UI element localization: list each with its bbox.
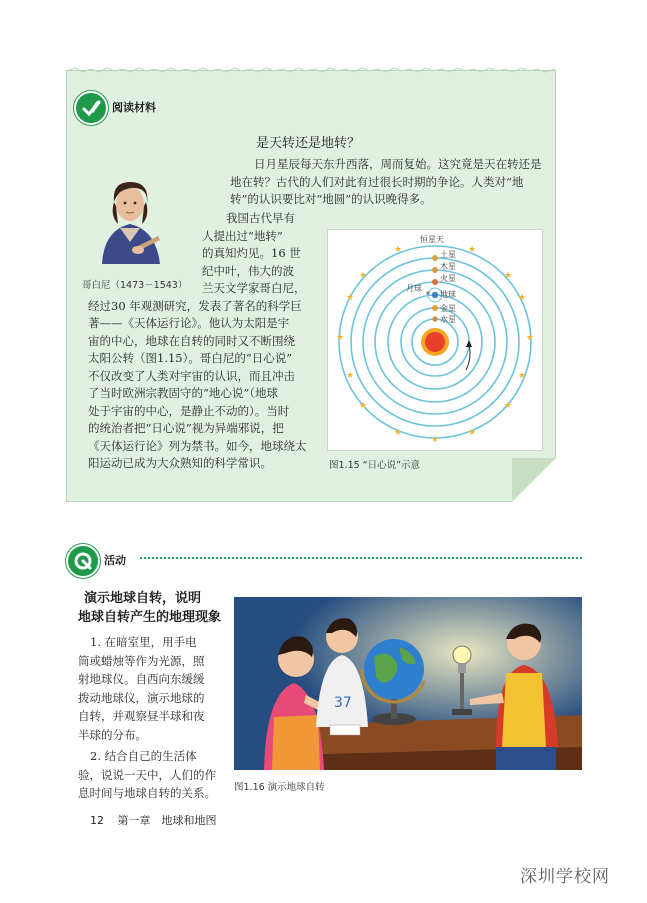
svg-text:★: ★: [504, 401, 513, 411]
figure-1-15-caption: 图1.15 “日心说”示意: [329, 460, 421, 471]
label-mars: 火星: [440, 274, 456, 283]
para2-line: 了当时欧洲宗教固守的“地心说”（地球: [88, 386, 279, 400]
moon-dot: [426, 291, 430, 295]
para2-line: 兰天文学家哥白尼，: [202, 281, 306, 295]
article-title: 是天转还是地转？: [256, 136, 361, 151]
label-venus: 金星: [440, 304, 456, 313]
para2-line: 阳运动已成为大众熟知的科学常识。: [88, 456, 272, 470]
activity-illustration: [234, 597, 582, 770]
activity-divider: [140, 557, 582, 559]
paragraph-2-wide: [88, 298, 324, 473]
paragraph-1: [230, 156, 542, 209]
mercury-dot: [432, 316, 437, 321]
svg-text:★: ★: [518, 371, 527, 381]
activity-title-line: 地球自转产生的地理现象: [78, 610, 222, 625]
activity-title: [78, 589, 234, 627]
earth-dot: [432, 292, 438, 298]
svg-text:★: ★: [431, 435, 440, 445]
jupiter-dot: [432, 267, 438, 273]
paragraph-2-narrow: [202, 210, 324, 298]
svg-text:★: ★: [346, 293, 355, 303]
watermark: 深圳学校网: [520, 867, 610, 887]
para2-line: 宙的中心，地球在自转的同时又不断围绕: [88, 333, 295, 348]
step2-line: 验，说说一天中，人们的作: [78, 767, 216, 782]
saturn-dot: [432, 255, 438, 261]
para2-line: 我国古代早有: [226, 211, 295, 225]
para2-line: 《天体运行论》列为禁书。如今，地球绕太: [88, 438, 307, 453]
torn-edge: [67, 65, 555, 75]
sun-icon: [421, 328, 449, 356]
para2-line: 著——《天体运行论》。他认为太阳是宇: [88, 316, 290, 330]
svg-text:★: ★: [394, 245, 403, 255]
figure-1-16-caption: 图1.16 演示地球自转: [234, 782, 325, 793]
reading-label: 阅读材料: [112, 101, 156, 114]
para2-line: 处于宇宙的中心，是静止不动的）。当时: [88, 403, 290, 418]
activity-badge-icon: [66, 544, 100, 578]
orbit-drawing: [328, 230, 542, 450]
step1-line: 自转，并观察昼半球和夜: [78, 709, 205, 723]
step2-line: 息时间与地球自转的关系。: [78, 786, 216, 800]
para2-line: 的统治者把“日心说”视为异端邪说，把: [88, 421, 284, 435]
svg-text:★: ★: [526, 333, 535, 343]
reading-badge-icon: [74, 91, 108, 125]
svg-text:★: ★: [518, 293, 527, 303]
page-curl: [512, 458, 556, 502]
para2-line: 不仅改变了人类对宇宙的认识，而且冲击: [88, 368, 295, 383]
step1-line: 半球的分布。: [78, 727, 147, 742]
para2-line: 经过30 年观测研究，发表了著名的科学巨: [88, 298, 302, 313]
para1-line: 日月星辰每天东升西落，周而复始。这究竟是天在转还是: [254, 157, 542, 171]
label-moon: 月球: [406, 284, 422, 293]
label-earth: 地球: [440, 290, 456, 299]
svg-text:★: ★: [468, 428, 477, 438]
para2-line: 纪中叶，伟大的波: [202, 263, 294, 278]
para1-line: 转”的认识要比对“地圆”的认识晚得多。: [230, 192, 432, 206]
para2-line: 的真知灼见。16 世: [202, 246, 301, 260]
label-mercury: 水星: [440, 315, 456, 324]
page-footer: [90, 812, 217, 828]
step1-line: 1. 在暗室里，用手电: [90, 635, 197, 649]
svg-text:★: ★: [504, 271, 513, 281]
jersey-number: 37: [334, 695, 352, 711]
activity-label: 活动: [104, 554, 126, 567]
page-number: 12: [90, 814, 104, 827]
activity-title-line: 演示地球自转，说明: [84, 591, 202, 606]
venus-dot: [432, 305, 438, 311]
para1-line: 地在转？古代的人们对此有过很长时期的争论。人类对“地: [230, 174, 524, 189]
mars-dot: [432, 279, 438, 285]
step1-line: 筒或蜡烛等作为光源，照: [78, 653, 205, 668]
svg-text:★: ★: [394, 428, 403, 438]
svg-text:★: ★: [336, 333, 345, 343]
svg-text:★: ★: [359, 401, 368, 411]
activity-step-1: [78, 633, 226, 744]
para2-line: 太阳公转（图1.15）。哥白尼的“日心说”: [88, 351, 293, 365]
svg-text:★: ★: [468, 245, 477, 255]
portrait-caption: 哥白尼（1473－1543）: [82, 280, 188, 291]
step1-line: 拨动地球仪，演示地球的: [78, 690, 205, 705]
activity-step-2: [78, 747, 226, 803]
label-saturn: 土星: [440, 250, 456, 259]
step1-line: 射地球仪。自西向东缓缓: [78, 672, 205, 686]
heliocentric-diagram: [327, 229, 543, 451]
svg-text:★: ★: [359, 271, 368, 281]
para2-line: 人提出过“地转”: [202, 228, 283, 243]
arrow-head: [466, 340, 472, 347]
label-jupiter: 木星: [440, 262, 456, 271]
svg-text:★: ★: [346, 371, 355, 381]
copernicus-portrait: [92, 172, 168, 264]
chapter-title: 第一章 地球和地图: [117, 814, 217, 827]
step2-line: 2. 结合自己的生活体: [90, 749, 197, 763]
label-fixed-stars: 恒星天: [420, 235, 444, 244]
